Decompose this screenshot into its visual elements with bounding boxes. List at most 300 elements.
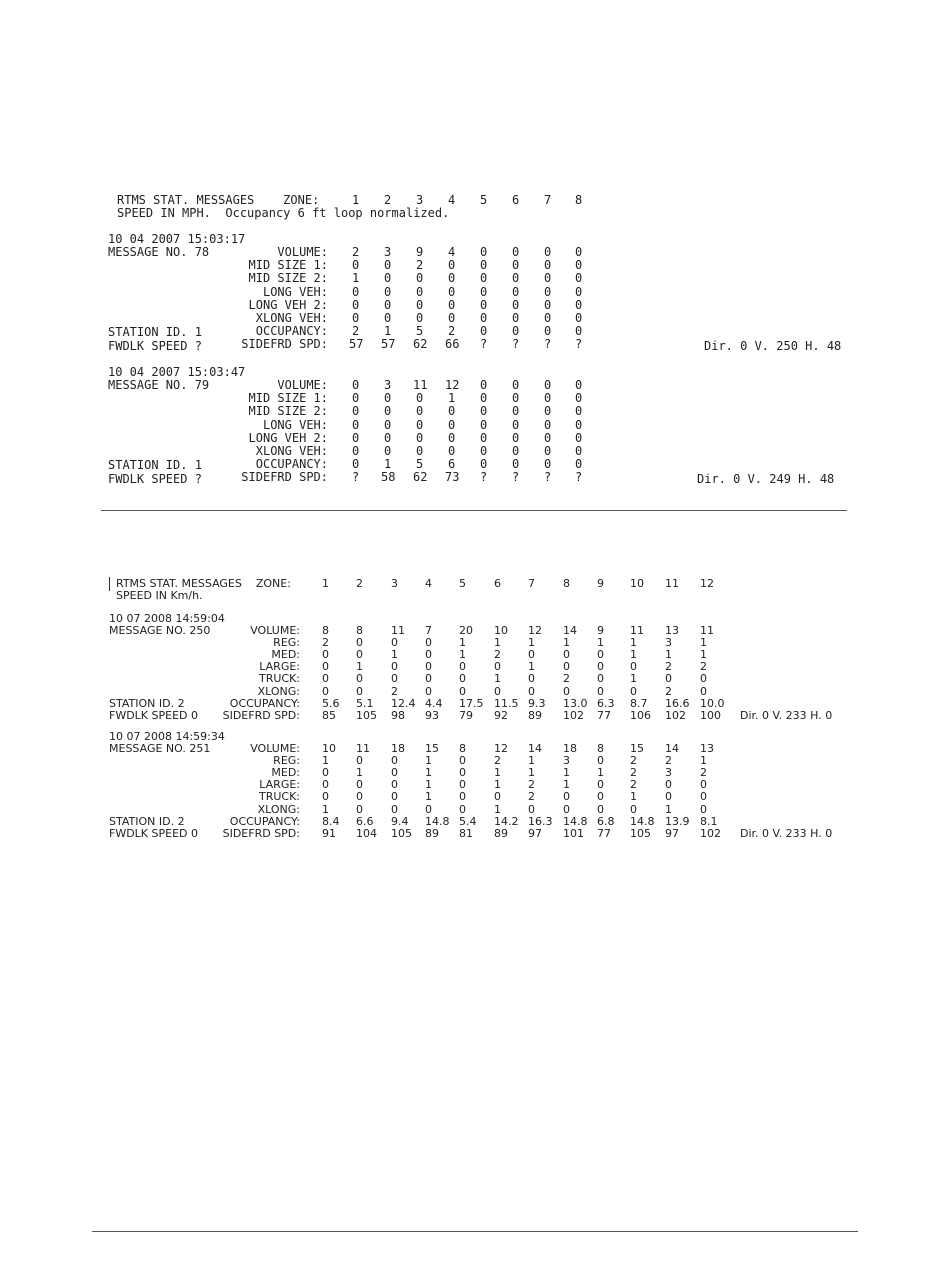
data-cell: 0 — [352, 457, 360, 472]
fwdlk-speed: FWDLK SPEED 0 — [109, 827, 198, 840]
data-cell: 10.0 — [700, 696, 725, 710]
data-cell: 105 — [630, 826, 651, 840]
data-cell: 1 — [352, 271, 360, 286]
zone-header: 4 — [448, 193, 456, 207]
zone-header: 3 — [391, 577, 398, 590]
data-cell: 0 — [416, 311, 424, 325]
data-cell: 0 — [384, 417, 392, 432]
data-cell: 3 — [563, 754, 570, 768]
data-cell: 89 — [425, 826, 439, 840]
data-cell: 6.6 — [356, 814, 374, 828]
data-cell: 0 — [630, 660, 637, 674]
data-cell: 77 — [597, 708, 611, 722]
data-cell: 105 — [391, 826, 412, 840]
message-number: MESSAGE NO. 79 — [108, 378, 210, 392]
data-cell: 3 — [384, 245, 392, 259]
zone-header: 1 — [322, 577, 329, 590]
data-cell: 1 — [425, 790, 432, 804]
data-cell: 8 — [597, 742, 604, 755]
data-cell: 1 — [597, 636, 604, 650]
data-cell: 0 — [448, 284, 456, 299]
data-cell: 0 — [448, 404, 456, 419]
message-number: MESSAGE NO. 78 — [108, 245, 210, 259]
data-cell: 81 — [459, 826, 473, 840]
data-cell: 89 — [528, 708, 542, 722]
data-cell: 0 — [391, 802, 398, 816]
data-cell: 8 — [459, 742, 466, 755]
data-cell: ? — [575, 337, 583, 352]
data-cell: 20 — [459, 624, 473, 637]
data-cell: 0 — [352, 417, 360, 432]
data-cell: 0 — [384, 258, 392, 273]
station-id: STATION ID. 2 — [109, 815, 185, 828]
data-cell: 0 — [416, 417, 424, 432]
row-label: MID SIZE 1: — [248, 391, 328, 406]
data-cell: 0 — [448, 297, 456, 312]
data-cell: 0 — [700, 684, 707, 698]
data-cell: 11 — [700, 624, 714, 637]
data-cell: 1 — [384, 324, 392, 339]
data-cell: 0 — [544, 457, 552, 472]
data-cell: 0 — [322, 684, 329, 698]
data-cell: 2 — [630, 766, 637, 780]
data-cell: 2 — [630, 778, 637, 792]
data-cell: 0 — [575, 245, 583, 259]
row-label: OCCUPANCY: — [255, 324, 328, 339]
data-cell: 0 — [700, 778, 707, 792]
data-cell: 2 — [700, 766, 707, 780]
data-cell: 89 — [494, 826, 508, 840]
data-cell: 5 — [416, 324, 424, 339]
data-cell: 0 — [448, 417, 456, 432]
data-cell: 1 — [528, 754, 535, 768]
data-cell: ? — [352, 470, 360, 485]
data-cell: 0 — [597, 660, 604, 674]
data-cell: 0 — [563, 660, 570, 674]
data-cell: 0 — [480, 391, 488, 406]
zone-header: 8 — [563, 577, 570, 590]
data-cell: 0 — [356, 672, 363, 686]
data-cell: 5.4 — [459, 814, 477, 828]
data-cell: 79 — [459, 708, 473, 722]
data-cell: ? — [480, 337, 488, 352]
data-cell: 0 — [512, 391, 520, 406]
data-cell: 0 — [597, 672, 604, 686]
data-cell: 0 — [512, 245, 520, 259]
data-cell: 0 — [322, 766, 329, 780]
data-cell: 0 — [480, 444, 488, 458]
data-cell: 2 — [630, 754, 637, 768]
data-cell: 0 — [459, 754, 466, 768]
data-cell: 2 — [322, 636, 329, 650]
zone-header: 4 — [425, 577, 432, 590]
data-cell: 2 — [494, 754, 501, 768]
row-label: XLONG VEH: — [255, 444, 328, 458]
data-cell: 0 — [480, 311, 488, 325]
row-label: SIDEFRD SPD: — [241, 470, 328, 485]
zone-header: 6 — [494, 577, 501, 590]
row-label: VOLUME: — [277, 378, 328, 392]
data-cell: 0 — [494, 660, 501, 674]
data-cell: 0 — [512, 404, 520, 419]
zone-header: 2 — [384, 193, 392, 207]
data-cell: 6 — [448, 457, 456, 472]
data-cell: 102 — [665, 708, 686, 722]
data-cell: 2 — [416, 258, 424, 273]
data-cell: 1 — [528, 636, 535, 650]
data-cell: 0 — [425, 684, 432, 698]
data-cell: 0 — [416, 271, 424, 286]
data-cell: 0 — [544, 378, 552, 392]
data-cell: 0 — [416, 284, 424, 299]
row-label: LARGE: — [259, 660, 300, 674]
header-line-1: RTMS STAT. MESSAGES ZONE: — [116, 577, 291, 590]
data-cell: 14.8 — [425, 814, 450, 828]
data-cell: 0 — [575, 324, 583, 339]
data-cell: 0 — [563, 684, 570, 698]
data-cell: 8 — [356, 624, 363, 637]
data-cell: 1 — [448, 391, 456, 406]
data-cell: 0 — [512, 444, 520, 458]
direction-info: Dir. 0 V. 250 H. 48 — [704, 339, 842, 353]
data-cell: 0 — [425, 672, 432, 686]
data-cell: 3 — [665, 766, 672, 780]
data-cell: 0 — [575, 391, 583, 406]
zone-header: 1 — [352, 193, 360, 207]
data-cell: 1 — [494, 766, 501, 780]
data-cell: 0 — [352, 391, 360, 406]
data-cell: 0 — [544, 430, 552, 445]
data-cell: 101 — [563, 826, 584, 840]
data-cell: 73 — [445, 470, 460, 485]
data-cell: 0 — [384, 391, 392, 406]
data-cell: 0 — [448, 444, 456, 458]
data-cell: 1 — [494, 636, 501, 650]
data-cell: 0 — [563, 802, 570, 816]
data-cell: 0 — [425, 648, 432, 662]
row-label: VOLUME: — [250, 742, 300, 755]
data-cell: 5.1 — [356, 696, 374, 710]
data-cell: 0 — [416, 404, 424, 419]
data-cell: 0 — [391, 672, 398, 686]
data-cell: 0 — [512, 457, 520, 472]
data-cell: 0 — [352, 284, 360, 299]
data-cell: 2 — [494, 648, 501, 662]
data-cell: 0 — [384, 311, 392, 325]
data-cell: 0 — [391, 790, 398, 804]
data-cell: 0 — [597, 648, 604, 662]
data-cell: 0 — [512, 284, 520, 299]
data-cell: 3 — [665, 636, 672, 650]
data-cell: 14.8 — [630, 814, 655, 828]
data-cell: 1 — [700, 648, 707, 662]
data-cell: 9.3 — [528, 696, 546, 710]
data-cell: 2 — [665, 754, 672, 768]
message-number: MESSAGE NO. 250 — [109, 624, 211, 637]
data-cell: 0 — [528, 684, 535, 698]
data-cell: 0 — [630, 802, 637, 816]
data-cell: 8.1 — [700, 814, 718, 828]
data-cell: 0 — [356, 754, 363, 768]
data-cell: 0 — [480, 284, 488, 299]
data-cell: 0 — [575, 284, 583, 299]
data-cell: 13 — [665, 624, 679, 637]
data-cell: 102 — [700, 826, 721, 840]
data-cell: 14.8 — [563, 814, 588, 828]
data-cell: 0 — [512, 430, 520, 445]
data-cell: 1 — [322, 802, 329, 816]
data-cell: 0 — [322, 672, 329, 686]
data-cell: 8.4 — [322, 814, 340, 828]
data-cell: 0 — [352, 444, 360, 458]
data-cell: 0 — [480, 258, 488, 273]
data-cell: 9.4 — [391, 814, 409, 828]
fwdlk-speed: FWDLK SPEED ? — [108, 339, 202, 353]
data-cell: 0 — [384, 297, 392, 312]
data-cell: 9 — [597, 624, 604, 637]
header-line-1: RTMS STAT. MESSAGES ZONE: — [117, 193, 320, 207]
data-cell: 0 — [391, 636, 398, 650]
data-cell: ? — [575, 470, 583, 485]
data-cell: 0 — [575, 430, 583, 445]
data-cell: 0 — [448, 430, 456, 445]
data-cell: 0 — [575, 457, 583, 472]
data-cell: 17.5 — [459, 696, 484, 710]
data-cell: 0 — [352, 378, 360, 392]
data-cell: 0 — [544, 404, 552, 419]
data-cell: 0 — [459, 684, 466, 698]
data-cell: 0 — [480, 324, 488, 339]
data-cell: 0 — [544, 444, 552, 458]
data-cell: 10 — [322, 742, 336, 755]
data-cell: 0 — [416, 444, 424, 458]
data-cell: 0 — [630, 684, 637, 698]
data-cell: 1 — [563, 766, 570, 780]
zone-header: 3 — [416, 193, 424, 207]
data-cell: 14 — [563, 624, 577, 637]
data-cell: 0 — [322, 648, 329, 662]
data-cell: 1 — [665, 648, 672, 662]
data-cell: 13.0 — [563, 696, 588, 710]
message-timestamp: 10 04 2007 15:03:47 — [108, 365, 246, 379]
data-cell: 2 — [665, 660, 672, 674]
data-cell: 0 — [544, 324, 552, 339]
data-cell: 0 — [356, 778, 363, 792]
data-cell: 0 — [512, 378, 520, 392]
data-cell: 0 — [544, 391, 552, 406]
data-cell: 57 — [381, 337, 396, 352]
data-cell: 1 — [630, 790, 637, 804]
data-cell: 10 — [494, 624, 508, 637]
data-cell: 85 — [322, 708, 336, 722]
row-label: XLONG: — [257, 684, 300, 698]
data-cell: 13 — [700, 742, 714, 755]
data-cell: 0 — [448, 311, 456, 325]
data-cell: 0 — [384, 271, 392, 286]
data-cell: 16.6 — [665, 696, 690, 710]
row-label: LARGE: — [259, 778, 300, 792]
data-cell: 0 — [528, 672, 535, 686]
data-cell: 0 — [356, 636, 363, 650]
cursor-bar — [109, 577, 110, 591]
data-cell: 62 — [413, 337, 428, 352]
data-cell: 0 — [494, 684, 501, 698]
data-cell: 1 — [356, 660, 363, 674]
data-cell: 4.4 — [425, 696, 443, 710]
data-cell: 0 — [700, 790, 707, 804]
data-cell: 0 — [700, 802, 707, 816]
data-cell: 0 — [391, 766, 398, 780]
row-label: LONG VEH: — [262, 417, 328, 432]
data-cell: 1 — [630, 636, 637, 650]
data-cell: 0 — [544, 417, 552, 432]
data-cell: 0 — [575, 311, 583, 325]
data-cell: 7 — [425, 624, 432, 637]
data-cell: 0 — [512, 311, 520, 325]
zone-header: 12 — [700, 577, 714, 590]
data-cell: 0 — [352, 404, 360, 419]
data-cell: 2 — [528, 790, 535, 804]
row-label: TRUCK: — [258, 790, 300, 804]
data-cell: 0 — [512, 297, 520, 312]
data-cell: 0 — [425, 660, 432, 674]
data-cell: 12 — [494, 742, 508, 755]
data-cell: 0 — [459, 672, 466, 686]
data-cell: 4 — [448, 245, 456, 259]
data-cell: 5 — [416, 457, 424, 472]
data-cell: 0 — [384, 404, 392, 419]
station-id: STATION ID. 1 — [108, 325, 202, 339]
data-cell: 0 — [480, 430, 488, 445]
data-cell: 2 — [700, 660, 707, 674]
row-label: MID SIZE 2: — [248, 271, 328, 286]
direction-info: Dir. 0 V. 233 H. 0 — [740, 827, 833, 840]
data-cell: 18 — [391, 742, 405, 755]
data-cell: 106 — [630, 708, 651, 722]
header-line-2: SPEED IN MPH. Occupancy 6 ft loop normalized. — [117, 206, 450, 220]
data-cell: 0 — [512, 417, 520, 432]
data-cell: 0 — [416, 297, 424, 312]
data-cell: 1 — [528, 766, 535, 780]
data-cell: 0 — [597, 684, 604, 698]
data-cell: 0 — [575, 404, 583, 419]
zone-header: 6 — [512, 193, 520, 207]
row-label: VOLUME: — [250, 624, 300, 637]
data-cell: 0 — [700, 672, 707, 686]
data-cell: 0 — [544, 271, 552, 286]
data-cell: 0 — [512, 324, 520, 339]
data-cell: 0 — [544, 245, 552, 259]
row-label: SIDEFRD SPD: — [241, 337, 328, 352]
data-cell: 0 — [512, 271, 520, 286]
row-label: SIDEFRD SPD: — [222, 826, 300, 840]
row-label: OCCUPANCY: — [229, 814, 300, 828]
data-cell: 14.2 — [494, 814, 519, 828]
direction-info: Dir. 0 V. 233 H. 0 — [740, 709, 833, 722]
data-cell: 0 — [575, 271, 583, 286]
row-label: MID SIZE 1: — [248, 258, 328, 273]
data-cell: 11 — [630, 624, 644, 637]
data-cell: 98 — [391, 708, 405, 722]
data-cell: 0 — [322, 660, 329, 674]
data-cell: 0 — [665, 778, 672, 792]
message-timestamp: 10 07 2008 14:59:34 — [109, 730, 225, 743]
row-label: MID SIZE 2: — [248, 404, 328, 419]
data-cell: 0 — [356, 648, 363, 662]
data-cell: 92 — [494, 708, 508, 722]
data-cell: 9 — [416, 245, 424, 259]
data-cell: 0 — [480, 297, 488, 312]
data-cell: 0 — [575, 378, 583, 392]
message-timestamp: 10 04 2007 15:03:17 — [108, 232, 246, 246]
zone-header: 11 — [665, 577, 679, 590]
zone-header: 7 — [528, 577, 535, 590]
data-cell: 0 — [459, 766, 466, 780]
data-cell: 1 — [630, 648, 637, 662]
data-cell: 0 — [322, 778, 329, 792]
data-cell: 0 — [356, 790, 363, 804]
data-cell: 97 — [528, 826, 542, 840]
data-cell: 1 — [665, 802, 672, 816]
data-cell: 2 — [352, 324, 360, 339]
data-cell: 0 — [597, 802, 604, 816]
direction-info: Dir. 0 V. 249 H. 48 — [697, 472, 835, 486]
data-cell: ? — [544, 337, 552, 352]
data-cell: 0 — [459, 790, 466, 804]
row-label: VOLUME: — [277, 245, 328, 259]
data-cell: 1 — [494, 672, 501, 686]
data-cell: 0 — [528, 802, 535, 816]
data-cell: 0 — [352, 297, 360, 312]
data-cell: 58 — [381, 470, 396, 485]
data-cell: 13.9 — [665, 814, 690, 828]
data-cell: 1 — [700, 754, 707, 768]
data-cell: 77 — [597, 826, 611, 840]
data-cell: 102 — [563, 708, 584, 722]
data-cell: 14 — [528, 742, 542, 755]
data-cell: 0 — [480, 378, 488, 392]
zone-header: 2 — [356, 577, 363, 590]
header-line-2: SPEED IN Km/h. — [116, 589, 203, 602]
data-cell: ? — [544, 470, 552, 485]
zone-header: 7 — [544, 193, 552, 207]
data-cell: 0 — [459, 802, 466, 816]
data-cell: 0 — [322, 790, 329, 804]
data-cell: 12 — [445, 378, 460, 392]
data-cell: 15 — [630, 742, 644, 755]
data-cell: 11.5 — [494, 696, 519, 710]
data-cell: 1 — [459, 636, 466, 650]
data-cell: 0 — [665, 790, 672, 804]
fwdlk-speed: FWDLK SPEED ? — [108, 472, 202, 486]
data-cell: 0 — [448, 271, 456, 286]
data-cell: 2 — [391, 684, 398, 698]
data-cell: 1 — [425, 778, 432, 792]
row-label: LONG VEH 2: — [248, 430, 328, 445]
data-cell: 2 — [352, 245, 360, 259]
data-cell: 2 — [563, 672, 570, 686]
data-cell: 0 — [575, 417, 583, 432]
data-cell: 11 — [413, 378, 428, 392]
data-cell: 105 — [356, 708, 377, 722]
data-cell: 1 — [597, 766, 604, 780]
row-label: REG: — [273, 636, 300, 650]
zone-header: 8 — [575, 193, 583, 207]
data-cell: 1 — [384, 457, 392, 472]
data-cell: 0 — [416, 391, 424, 406]
data-cell: 57 — [349, 337, 364, 352]
data-cell: ? — [480, 470, 488, 485]
